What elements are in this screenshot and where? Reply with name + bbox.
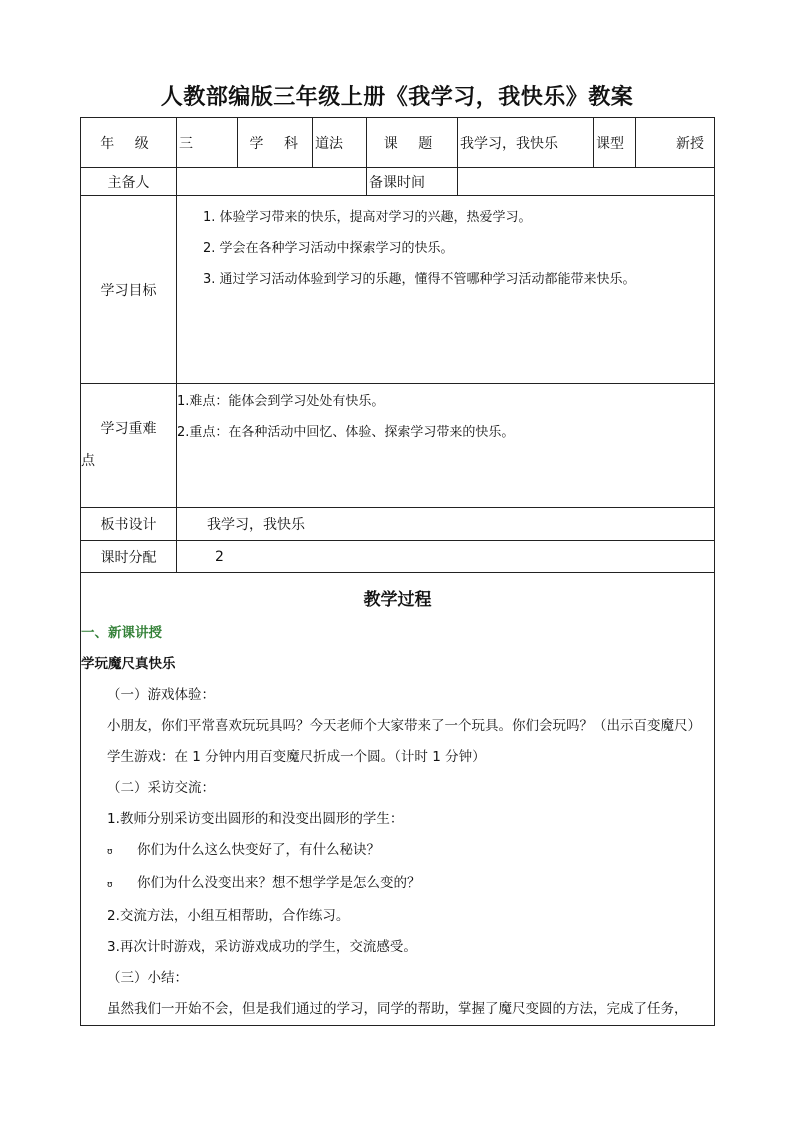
part-heading: （三）小结： bbox=[107, 970, 188, 986]
difficulty-item: 1.难点：能体会到学习处处有快乐。 bbox=[177, 394, 385, 409]
paragraph: 3.再次计时游戏，采访游戏成功的学生，交流感受。 bbox=[107, 939, 417, 955]
topic-label: 课 题 bbox=[367, 118, 458, 168]
process-row bbox=[81, 573, 715, 1026]
header-row bbox=[81, 118, 715, 168]
goal-item: 2. 学会在各种学习活动中探索学习的快乐。 bbox=[203, 241, 454, 256]
prep-time-value bbox=[458, 168, 715, 196]
paragraph: 2.交流方法，小组互相帮助，合作练习。 bbox=[107, 908, 350, 924]
type-label: 课型 bbox=[594, 118, 636, 168]
type-value: 新授 bbox=[636, 118, 715, 168]
paragraph: 学生游戏：在 1 分钟内用百变魔尺折成一个圆。（计时 1 分钟） bbox=[107, 749, 486, 765]
goal-item: 3. 通过学习活动体验到学习的乐趣，懂得不管哪种学习活动都能带来快乐。 bbox=[203, 272, 636, 287]
bullet-icon: ʊ bbox=[107, 847, 113, 857]
key-points-label-cell bbox=[81, 384, 177, 508]
key-points-label: 学习重难 bbox=[100, 421, 157, 437]
grade-label: 年 级 bbox=[81, 118, 177, 168]
board-row bbox=[81, 508, 715, 541]
grade-value: 三 bbox=[177, 118, 238, 168]
periods-label: 课时分配 bbox=[81, 541, 177, 573]
bullet-item bbox=[81, 868, 714, 901]
goals-list bbox=[177, 196, 714, 295]
goals-row bbox=[81, 196, 715, 384]
part-heading: （二）采访交流： bbox=[107, 780, 215, 796]
key-points-row bbox=[81, 384, 715, 508]
lesson-plan-table bbox=[80, 117, 715, 1026]
process-cell bbox=[81, 573, 715, 1026]
host-value bbox=[177, 168, 367, 196]
key-points-list bbox=[177, 386, 714, 448]
periods-value: 2 bbox=[177, 541, 715, 573]
document-title: 人教部编版三年级上册《我学习，我快乐》教案 bbox=[160, 84, 634, 110]
topic-value: 我学习，我快乐 bbox=[458, 118, 594, 168]
subsection-heading: 学玩魔尺真快乐 bbox=[81, 656, 176, 672]
bullet-icon: ʊ bbox=[107, 880, 113, 890]
subject-value: 道法 bbox=[313, 118, 367, 168]
part-heading: （一）游戏体验： bbox=[107, 687, 215, 703]
paragraph: 小朋友，你们平常喜欢玩玩具吗？今天老师个大家带来了一个玩具。你们会玩吗？（出示百变魔尺） bbox=[107, 718, 701, 734]
host-label: 主备人 bbox=[81, 168, 177, 196]
paragraph: 1.教师分别采访变出圆形的和没变出圆形的学生： bbox=[107, 811, 404, 827]
key-points-label-cont: 点 bbox=[81, 453, 95, 469]
board-label: 板书设计 bbox=[81, 508, 177, 541]
process-title: 教学过程 bbox=[363, 590, 432, 610]
goals-cell bbox=[177, 196, 715, 384]
paragraph: 虽然我们一开始不会，但是我们通过的学习，同学的帮助，掌握了魔尺变圆的方法，完成了任务， bbox=[107, 1001, 688, 1017]
subject-label: 学 科 bbox=[238, 118, 313, 168]
bullet-text: 你们为什么没变出来？想不想学学是怎么变的？ bbox=[137, 875, 421, 891]
goal-item: 1. 体验学习带来的快乐，提高对学习的兴趣，热爱学习。 bbox=[203, 210, 532, 225]
bullet-text: 你们为什么这么快变好了，有什么秘诀？ bbox=[137, 842, 380, 858]
focus-item: 2.重点：在各种活动中回忆、体验、探索学习带来的快乐。 bbox=[177, 425, 515, 440]
key-points-cell bbox=[177, 384, 715, 508]
goals-label: 学习目标 bbox=[81, 196, 177, 384]
bullet-item bbox=[81, 835, 714, 868]
board-value: 我学习，我快乐 bbox=[177, 508, 715, 541]
section-heading: 一、新课讲授 bbox=[81, 625, 162, 641]
host-row bbox=[81, 168, 715, 196]
prep-time-label: 备课时间 bbox=[367, 168, 458, 196]
periods-row bbox=[81, 541, 715, 573]
